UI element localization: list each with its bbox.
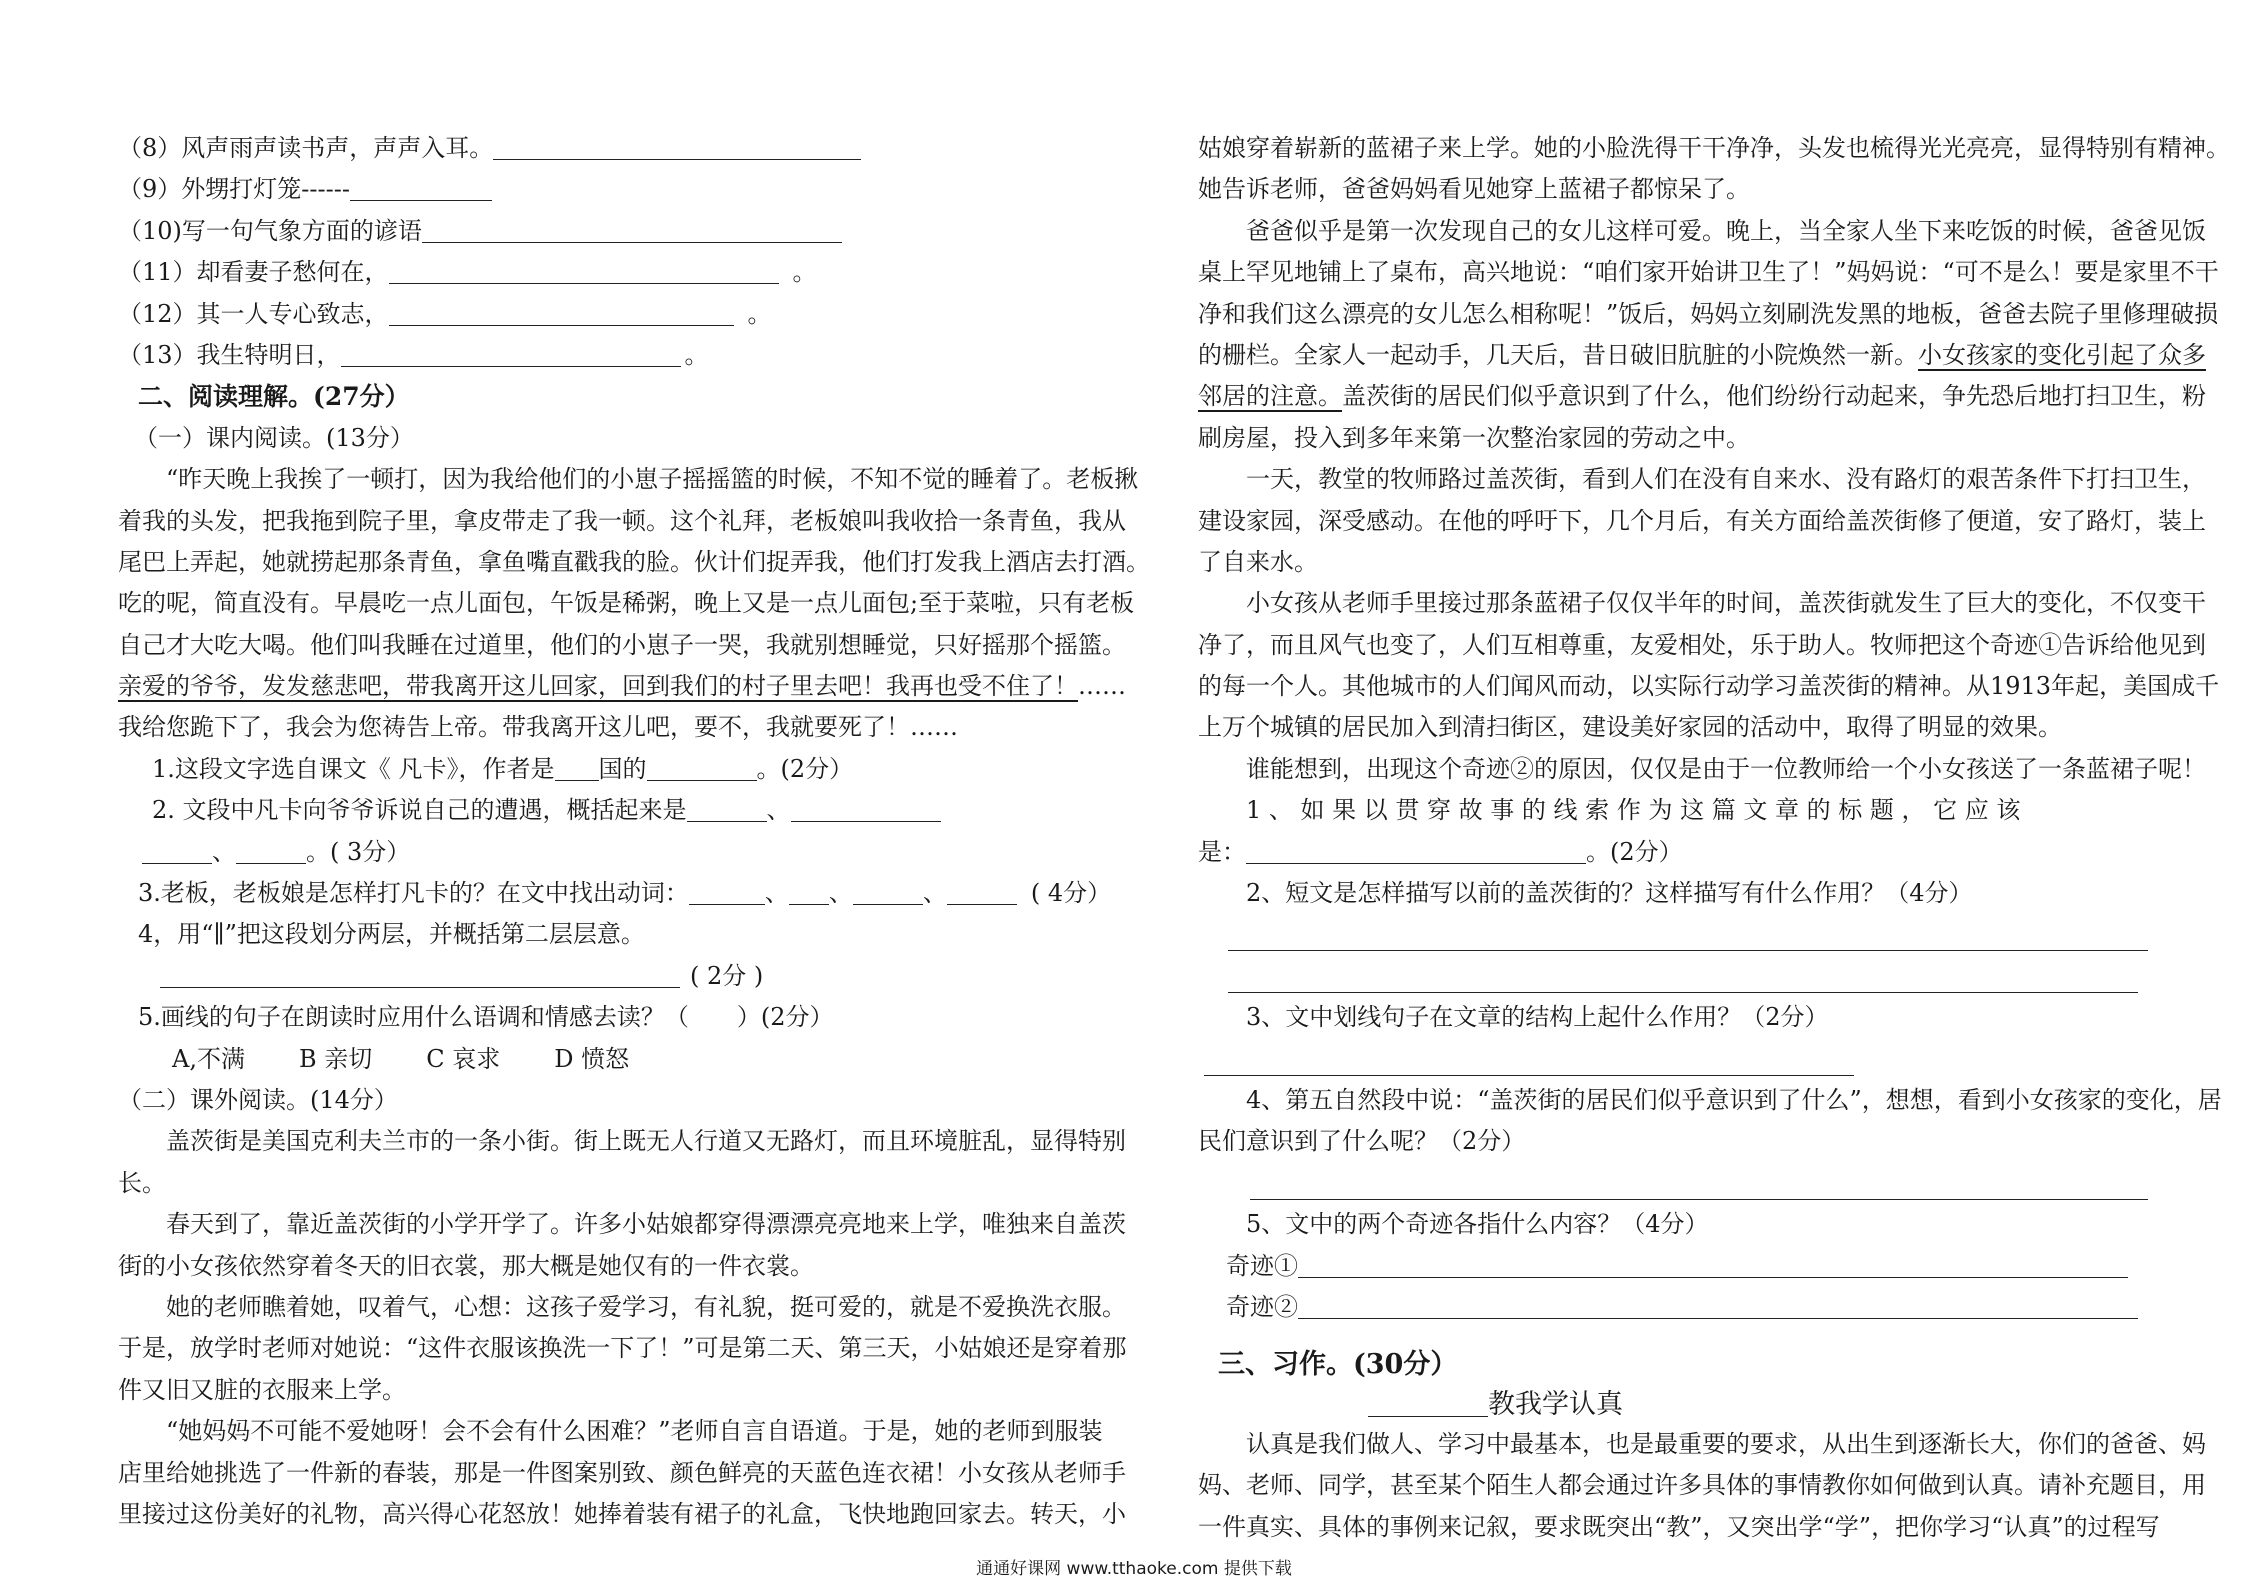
question-9 [118, 169, 1078, 210]
essay-title-line [1198, 1386, 2148, 1424]
question-score: ( 4分） [1030, 879, 1112, 908]
option-d[interactable]: D 愤怒 [554, 1044, 630, 1073]
answer-blank[interactable] [647, 752, 757, 781]
reading-question-r4: 4、第五自然段中说：“盖茨街的居民们似乎意识到了什么”，想想，看到小女孩家的变化，居 [1246, 1085, 2222, 1114]
separator: 、 [922, 879, 947, 908]
essay-title-blank[interactable] [1368, 1392, 1488, 1417]
question-11-end: 。 [792, 258, 817, 287]
answer-blank[interactable] [791, 793, 941, 822]
part-1-title: （一）课内阅读。(13分） [134, 423, 414, 452]
underlined-sentence: 邻居的注意。 [1198, 382, 1342, 411]
passage-line: 了自来水。 [1198, 547, 1318, 576]
reading-question-5: 5.画线的句子在朗读时应用什么语调和情感去读？（ ）(2分） [138, 1003, 834, 1032]
passage-line: “她妈妈不可能不爱她呀！会不会有什么困难？”老师自言自语道。于是，她的老师到服装 [166, 1417, 1103, 1446]
passage-line [1198, 335, 2206, 376]
essay-prompt-line: 一件真实、具体的事例来记叙，要求既突出“教”，又突出学“学”，把你学习“认真”的过程写 [1198, 1512, 2160, 1541]
answer-blank[interactable] [555, 752, 599, 781]
passage-line: 店里给她挑选了一件新的春装，那是一件图案别致、颜色鲜亮的天蓝色连衣裙！小女孩从老师手 [118, 1458, 1126, 1487]
answer-blank[interactable] [687, 793, 767, 822]
answer-blank[interactable] [1228, 922, 2148, 951]
reading-question-r1-cont [1198, 832, 2148, 873]
reading-question-1 [118, 749, 1078, 790]
passage-text: 盖茨街的居民们似乎意识到了什么，他们纷纷行动起来，争先恐后地打扫卫生，粉 [1342, 382, 2206, 411]
question-text: 3.老板，老板娘是怎样打凡卡的？在文中找出动词： [138, 879, 689, 908]
answer-blank[interactable] [689, 876, 765, 905]
passage-line: 建设家园，深受感动。在他的呼吁下，几个月后，有关方面给盖茨街修了便道，安了路灯，装上 [1198, 506, 2206, 535]
passage-line: 净了，而且风气也变了，人们互相尊重，友爱相处，乐于助人。牧师把这个奇迹①告诉给他见到 [1198, 630, 2206, 659]
question-13 [118, 335, 1078, 376]
question-12-text: （12）其一人专心致志， [118, 299, 389, 328]
reading-question-4: 4，用“∥”把这段划分两层，并概括第二层层意。 [138, 920, 645, 949]
passage-line: 我给您跪下了，我会为您祷告上帝。带我离开这儿吧，要不，我就要死了！…… [118, 713, 958, 742]
answer-line [1198, 956, 2148, 997]
passage-line: 刷房屋，投入到多年来第一次整治家园的劳动之中。 [1198, 423, 1750, 452]
passage-line: 里接过这份美好的礼物，高兴得心花怒放！她捧着装有裙子的礼盒，飞快地跑回家去。转天，小 [118, 1499, 1126, 1528]
passage-line: “昨天晚上我挨了一顿打，因为我给他们的小崽子摇摇篮的时候，不知不觉的睡着了。老板揪 [166, 465, 1139, 494]
reading-question-3 [118, 873, 1112, 914]
passage-line: 的每一个人。其他城市的人们闻风而动，以实际行动学习盖茨街的精神。从1913年起，美国成千 [1198, 672, 2220, 701]
answer-blank[interactable] [1246, 835, 1586, 864]
question-8 [118, 128, 1078, 169]
answer-blank[interactable] [947, 876, 1017, 905]
reading-question-2 [118, 790, 1078, 831]
option-c[interactable]: C 哀求 [426, 1044, 501, 1073]
passage-line: 着我的头发，把我拖到院子里，拿皮带走了我一顿。这个礼拜，老板娘叫我收拾一条青鱼，我从 [118, 506, 1126, 535]
passage-line: 吃的呢，简直没有。早晨吃一点儿面包，午饭是稀粥，晚上又是一点儿面包;至于菜啦，只有老板 [118, 589, 1135, 618]
question-5-options [118, 1039, 1078, 1080]
miracle-2-label: 奇迹② [1226, 1292, 1298, 1321]
passage-line: 春天到了，靠近盖茨街的小学开学了。许多小姑娘都穿得漂漂亮亮地来上学，唯独来自盖茨 [166, 1210, 1126, 1239]
passage-line: 长。 [118, 1168, 166, 1197]
passage-line: 她告诉老师，爸爸妈妈看见她穿上蓝裙子都惊呆了。 [1198, 175, 1750, 204]
answer-blank[interactable] [341, 338, 681, 367]
passage-line: 于是，放学时老师对她说：“这件衣服该换洗一下了！”可是第二天、第三天，小姑娘还是穿着那 [118, 1334, 1127, 1363]
answer-blank[interactable] [853, 876, 923, 905]
question-score: ( 2分 ) [690, 961, 764, 990]
essay-prompt-line: 认真是我们做人、学习中最基本，也是最重要的要求，从出生到逐渐长大，你们的爸爸、妈 [1246, 1429, 2206, 1458]
underlined-sentence: 亲爱的爷爷，发发慈悲吧，带我离开这儿回家，回到我们的村子里去吧！我再也受不住了！ [118, 672, 1078, 701]
answer-line [1198, 1163, 2148, 1204]
ellipsis: …… [1078, 672, 1126, 701]
section-2-title: 二、阅读理解。(27分） [138, 382, 410, 412]
reading-question-r1: 1 、 如 果 以 贯 穿 故 事 的 线 索 作 为 这 篇 文 章 的 标 题 ， 它 应 该 [1246, 796, 2021, 825]
question-score: 。(2分） [756, 754, 854, 783]
passage-line [1198, 376, 2206, 417]
miracle-1-line [1198, 1246, 2148, 1287]
left-column [118, 128, 1150, 1535]
passage-line [118, 666, 1126, 707]
question-12 [118, 294, 1078, 335]
passage-line: 小女孩从老师手里接过那条蓝裙子仅仅半年的时间，盖茨街就发生了巨大的变化，不仅变干 [1246, 589, 2206, 618]
question-12-end: 。 [747, 299, 772, 328]
answer-blank[interactable] [160, 959, 680, 988]
reading-question-r3: 3、文中划线句子在文章的结构上起什么作用？（2分） [1246, 1003, 1829, 1032]
answer-blank[interactable] [1228, 964, 2138, 993]
miracle-2-line [1198, 1287, 2148, 1328]
answer-blank[interactable] [236, 835, 306, 864]
passage-line: 盖茨街是美国克利夫兰市的一条小街。街上既无人行道又无路灯，而且环境脏乱，显得特别 [166, 1127, 1126, 1156]
answer-line [1198, 1039, 2148, 1080]
passage-line: 上万个城镇的居民加入到清扫街区，建设美好家园的活动中，取得了明显的效果。 [1198, 713, 2062, 742]
miracle-1-label: 奇迹① [1226, 1251, 1298, 1280]
passage-line: 姑娘穿着崭新的蓝裙子来上学。她的小脸洗得干干净净，头发也梳得光光亮亮，显得特别有精神。 [1198, 134, 2230, 162]
passage-line: 净和我们这么漂亮的女儿怎么相称呢！”饭后，妈妈立刻刷洗发黑的地板，爸爸去院子里修理破损 [1198, 299, 2219, 328]
passage-text: 的栅栏。全家人一起动手，几天后，昔日破旧肮脏的小院焕然一新。 [1198, 340, 1918, 369]
passage-line: 爸爸似乎是第一次发现自己的女儿这样可爱。晚上，当全家人坐下来吃饭的时候，爸爸见饭 [1246, 216, 2206, 245]
answer-blank[interactable] [389, 255, 779, 284]
essay-title: 教我学认真 [1488, 1388, 1623, 1420]
page-footer: 通通好课网 www.tthaoke.com 提供下载 [976, 1559, 1292, 1579]
answer-blank[interactable] [1298, 1249, 2128, 1278]
passage-line: 街的小女孩依然穿着冬天的旧衣裳，那大概是她仅有的一件衣裳。 [118, 1251, 814, 1280]
question-13-end: 。 [684, 340, 709, 369]
question-8-text: （8）风声雨声读书声，声声入耳。 [118, 134, 494, 162]
reading-question-2-cont [118, 832, 1078, 873]
reading-question-r5: 5、文中的两个奇迹各指什么内容？（4分） [1246, 1210, 1709, 1239]
underlined-sentence: 小女孩家的变化引起了众多 [1918, 340, 2206, 369]
answer-blank[interactable] [1250, 1171, 2148, 1200]
answer-blank[interactable] [422, 214, 842, 243]
option-b[interactable]: B 亲切 [298, 1044, 373, 1073]
passage-line: 她的老师瞧着她，叹着气，心想：这孩子爱学习，有礼貌，挺可爱的，就是不爱换洗衣服。 [166, 1292, 1126, 1321]
passage-line: 一天，教堂的牧师路过盖茨街，看到人们在没有自来水、没有路灯的艰苦条件下打扫卫生， [1246, 465, 2206, 494]
separator: 、 [828, 879, 853, 908]
question-text: 国的 [598, 754, 647, 783]
section-3-title: 三、习作。(30分） [1218, 1349, 1458, 1381]
question-score: 。( 3分） [306, 837, 411, 866]
part-2-title: （二）课外阅读。(14分） [118, 1085, 398, 1114]
answer-blank[interactable] [1298, 1290, 2138, 1319]
answer-blank[interactable] [389, 297, 734, 326]
answer-blank[interactable] [350, 172, 492, 201]
passage-line: 件又旧又脏的衣服来上学。 [118, 1375, 406, 1404]
answer-line [1198, 914, 2148, 955]
question-text: 1.这段文字选自课文《 凡卡》，作者是 [152, 754, 555, 783]
answer-blank[interactable] [789, 876, 829, 905]
essay-prompt-line: 妈、老师、同学，甚至某个陌生人都会通过许多具体的事情教你如何做到认真。请补充题目，用 [1198, 1471, 2206, 1500]
question-13-text: （13）我生特明日， [118, 340, 341, 369]
reading-question-r2: 2、短文是怎样描写以前的盖茨街的？这样描写有什么作用？（4分） [1246, 879, 1973, 908]
answer-blank[interactable] [142, 835, 212, 864]
answer-blank[interactable] [1204, 1047, 1854, 1076]
separator: 、 [766, 796, 791, 825]
reading-question-r4-cont: 民们意识到了什么呢？（2分） [1198, 1127, 1526, 1156]
spacer [1198, 1328, 2148, 1344]
passage-line: 桌上罕见地铺上了桌布，高兴地说：“咱们家开始讲卫生了！”妈妈说：“可不是么！要是家里不干 [1198, 258, 2219, 287]
question-9-text: （9）外甥打灯笼------ [118, 175, 350, 204]
passage-line: 尾巴上弄起，她就捞起那条青鱼，拿鱼嘴直戳我的脸。伙计们捉弄我，他们打发我上酒店去打酒。 [118, 547, 1150, 576]
question-11-text: （11）却看妻子愁何在， [118, 258, 389, 287]
question-10-text: （10)写一句气象方面的谚语 [118, 216, 422, 245]
question-score: 。(2分） [1586, 837, 1683, 866]
reading-question-4-answer [118, 956, 1078, 997]
answer-blank[interactable] [493, 131, 861, 160]
question-text: 是： [1198, 837, 1246, 866]
passage-line: 谁能想到，出现这个奇迹②的原因，仅仅是由于一位教师给一个小女孩送了一条蓝裙子呢！ [1246, 754, 2206, 783]
separator: 、 [764, 879, 789, 908]
passage-line: 自己才大吃大喝。他们叫我睡在过道里，他们的小崽子一哭，我就别想睡觉，只好摇那个摇篮。 [118, 630, 1126, 659]
right-column [1198, 128, 2230, 1548]
question-text: 2. 文段中凡卡向爷爷诉说自己的遭遇，概括起来是 [152, 796, 687, 825]
question-11 [118, 252, 1078, 293]
option-a[interactable]: A,不满 [172, 1044, 245, 1073]
separator: 、 [212, 837, 236, 866]
question-10 [118, 211, 1078, 252]
